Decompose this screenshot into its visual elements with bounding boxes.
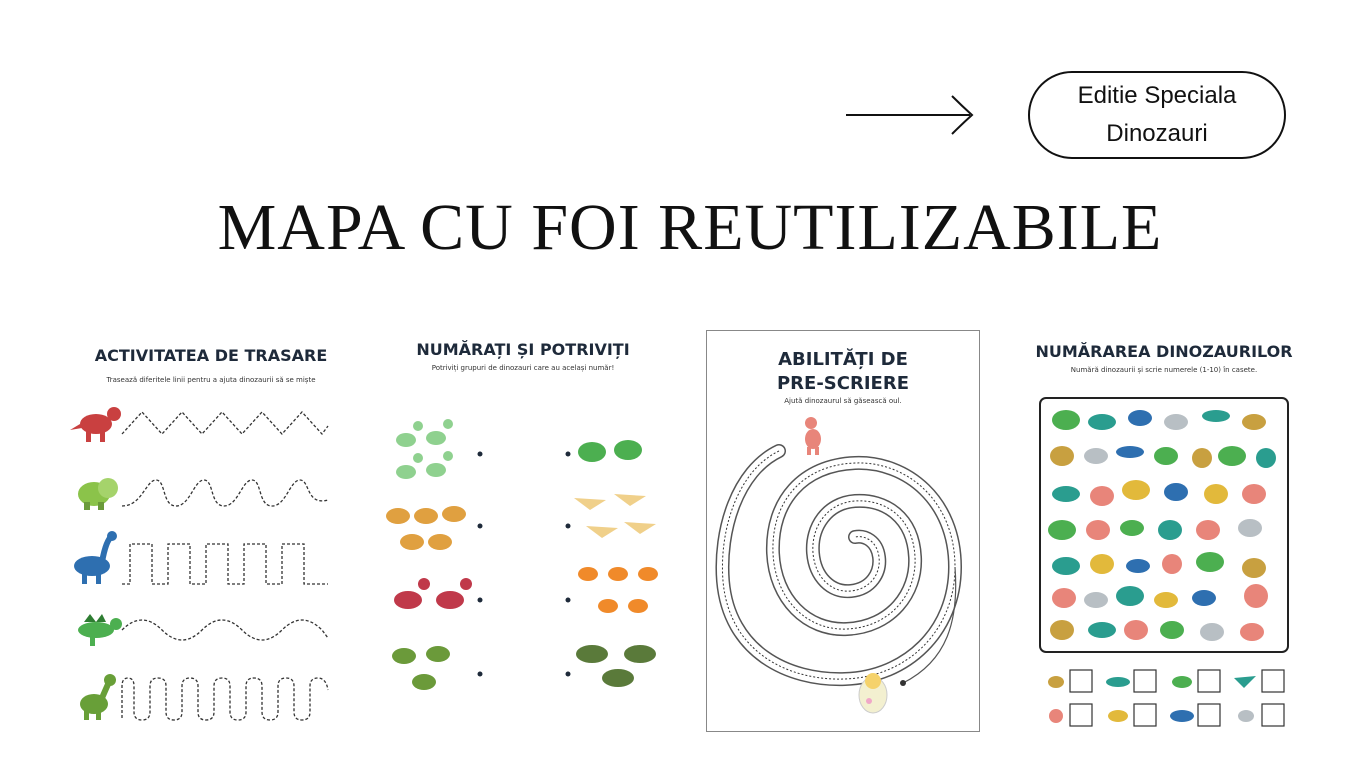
page-title: MAPA CU FOI REUTILIZABILE xyxy=(217,191,1163,264)
counting-grid xyxy=(1026,330,1302,734)
match-dots[interactable] xyxy=(478,452,571,677)
worksheet-subtitle: Numără dinozaurii și scrie numerele (1-10) în casete. xyxy=(1070,366,1258,374)
dinosaur-icon xyxy=(805,417,821,455)
spiral-maze xyxy=(707,331,981,733)
dinosaur-icon xyxy=(576,645,656,687)
worksheet-title-line-1: ABILITĂȚI DE xyxy=(778,349,908,370)
dinosaur-icon xyxy=(78,614,122,646)
dinosaur-icon xyxy=(396,419,453,479)
dinosaur-icon xyxy=(80,674,116,720)
dinosaur-icon xyxy=(392,646,450,690)
matching-groups xyxy=(378,330,668,734)
dinosaur-icon xyxy=(394,578,472,609)
worksheet-tracing xyxy=(66,330,356,734)
worksheet-count-match xyxy=(378,330,668,734)
dinosaur-icon xyxy=(74,531,117,584)
dinosaur-icon xyxy=(574,494,656,538)
worksheet-subtitle: Potriviți grupuri de dinozauri care au același număr! xyxy=(431,364,615,372)
badge-line-2: Dinozauri xyxy=(1106,120,1208,147)
worksheet-title-line-2: PRE-SCRIERE xyxy=(776,373,909,394)
edition-badge xyxy=(1028,71,1286,159)
dinosaur-icon xyxy=(78,478,118,510)
dinosaur-icon xyxy=(70,407,121,442)
worksheet-title: NUMĂRAȚI ȘI POTRIVIȚI xyxy=(416,340,630,359)
worksheet-subtitle: Ajută dinozaurul să găsească oul. xyxy=(784,397,902,405)
worksheet-title: ACTIVITATEA DE TRASARE xyxy=(94,346,328,365)
arrow-right-icon xyxy=(844,92,976,138)
worksheet-counting xyxy=(1026,330,1302,734)
tracing-lines xyxy=(66,330,356,734)
dinosaur-icon xyxy=(578,440,642,462)
dinosaur-icon xyxy=(386,506,466,550)
worksheet-title: NUMĂRAREA DINOZAURILOR xyxy=(1035,342,1293,361)
badge-line-1: Editie Speciala xyxy=(1077,82,1237,109)
worksheet-subtitle: Trasează diferitele linii pentru a ajuta dinozaurii să se miște xyxy=(106,376,316,384)
dinosaur-icon xyxy=(578,567,658,613)
worksheet-pre-writing xyxy=(706,330,980,732)
